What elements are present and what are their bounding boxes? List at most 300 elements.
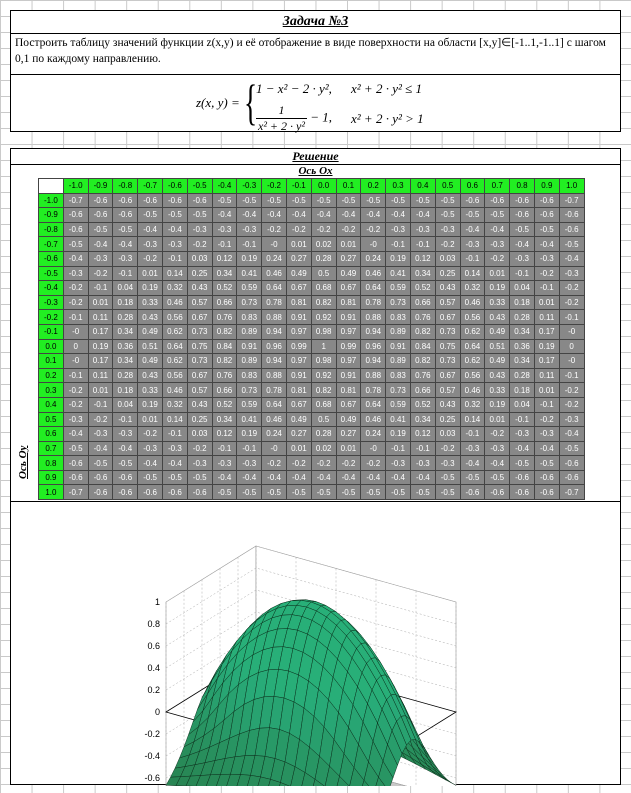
value-cell[interactable]: 0.78 — [361, 383, 386, 398]
value-cell[interactable]: 0.41 — [386, 412, 411, 427]
value-cell[interactable]: 0.68 — [311, 397, 336, 412]
value-cell[interactable]: 0.83 — [386, 310, 411, 325]
value-cell[interactable]: -0.1 — [386, 441, 411, 456]
value-cell[interactable]: 0.94 — [262, 354, 287, 369]
value-cell[interactable]: -0.4 — [162, 222, 187, 237]
value-cell[interactable]: 0.34 — [410, 266, 435, 281]
value-cell[interactable]: -0.3 — [510, 251, 535, 266]
value-cell[interactable]: 0.19 — [485, 397, 510, 412]
value-cell[interactable]: -0 — [361, 237, 386, 252]
value-cell[interactable]: -0.4 — [88, 237, 113, 252]
value-cell[interactable]: -0.6 — [460, 193, 485, 208]
value-cell[interactable]: 0.01 — [534, 383, 559, 398]
value-cell[interactable]: -0.5 — [286, 485, 311, 500]
value-cell[interactable]: 0 — [63, 339, 88, 354]
value-cell[interactable]: 0.43 — [187, 281, 212, 296]
value-cell[interactable]: 0.82 — [311, 295, 336, 310]
value-cell[interactable]: 0.67 — [286, 281, 311, 296]
value-cell[interactable]: 0.01 — [286, 441, 311, 456]
value-cell[interactable]: -0.3 — [435, 222, 460, 237]
value-cell[interactable]: 0.83 — [237, 368, 262, 383]
value-cell[interactable]: 0.73 — [187, 354, 212, 369]
value-cell[interactable]: -0.3 — [187, 222, 212, 237]
value-cell[interactable]: 0.97 — [286, 354, 311, 369]
value-cell[interactable]: -0.2 — [286, 222, 311, 237]
value-cell[interactable]: 0.28 — [311, 427, 336, 442]
value-cell[interactable]: 0.76 — [410, 368, 435, 383]
value-cell[interactable]: 0.83 — [386, 368, 411, 383]
value-cell[interactable]: 0.94 — [361, 354, 386, 369]
value-cell[interactable]: -0.3 — [435, 456, 460, 471]
value-cell[interactable]: -0.7 — [559, 193, 584, 208]
value-cell[interactable]: 0.14 — [162, 266, 187, 281]
value-cell[interactable]: -0.3 — [460, 441, 485, 456]
value-cell[interactable]: -0.5 — [212, 193, 237, 208]
value-cell[interactable]: -0.5 — [336, 485, 361, 500]
value-cell[interactable]: -0.5 — [88, 456, 113, 471]
value-cell[interactable]: -0.4 — [485, 222, 510, 237]
value-cell[interactable]: -0.5 — [559, 237, 584, 252]
value-cell[interactable]: 0.78 — [262, 383, 287, 398]
value-cell[interactable]: 0.32 — [162, 397, 187, 412]
value-cell[interactable]: 0.73 — [237, 383, 262, 398]
value-cell[interactable]: -0.6 — [534, 193, 559, 208]
value-cell[interactable]: 0.27 — [286, 427, 311, 442]
value-cell[interactable]: 0.96 — [361, 339, 386, 354]
value-cell[interactable]: -0.5 — [286, 193, 311, 208]
value-cell[interactable]: -0.4 — [410, 208, 435, 223]
value-cell[interactable]: 0.01 — [485, 412, 510, 427]
value-cell[interactable]: -0.2 — [361, 222, 386, 237]
value-cell[interactable]: -0.4 — [286, 208, 311, 223]
value-cell[interactable]: -0.6 — [534, 208, 559, 223]
value-cell[interactable]: 0.92 — [311, 310, 336, 325]
value-cell[interactable]: 0.46 — [460, 295, 485, 310]
value-cell[interactable]: -0.4 — [138, 456, 163, 471]
value-cell[interactable]: 0.43 — [485, 368, 510, 383]
value-cell[interactable]: 0.67 — [336, 281, 361, 296]
value-cell[interactable]: 0.73 — [435, 354, 460, 369]
value-cell[interactable]: -0.5 — [559, 441, 584, 456]
value-cell[interactable]: 0.57 — [187, 383, 212, 398]
value-cell[interactable]: -0.6 — [187, 485, 212, 500]
value-cell[interactable]: -0.2 — [534, 412, 559, 427]
value-cell[interactable]: -0.5 — [237, 485, 262, 500]
value-cell[interactable]: -0.3 — [534, 427, 559, 442]
value-cell[interactable]: 0.01 — [88, 383, 113, 398]
value-cell[interactable]: -0.5 — [435, 193, 460, 208]
value-cell[interactable]: -0.5 — [212, 485, 237, 500]
value-cell[interactable]: 0.17 — [534, 324, 559, 339]
value-cell[interactable]: -0.7 — [63, 485, 88, 500]
value-cell[interactable]: -0.1 — [63, 310, 88, 325]
value-cell[interactable]: 0.51 — [485, 339, 510, 354]
value-cell[interactable]: 0.49 — [485, 354, 510, 369]
value-cell[interactable]: -0.5 — [311, 193, 336, 208]
value-cell[interactable]: -0.4 — [63, 427, 88, 442]
value-cell[interactable]: 0.17 — [88, 354, 113, 369]
value-cell[interactable]: 0.46 — [361, 266, 386, 281]
value-cell[interactable]: -0.5 — [361, 485, 386, 500]
value-cell[interactable]: -0.3 — [534, 251, 559, 266]
value-cell[interactable]: 0.34 — [510, 324, 535, 339]
value-cell[interactable]: 0.64 — [262, 281, 287, 296]
value-cell[interactable]: 0.33 — [485, 295, 510, 310]
value-cell[interactable]: -0.1 — [386, 237, 411, 252]
value-cell[interactable]: 0.24 — [262, 427, 287, 442]
value-cell[interactable]: 0.12 — [212, 427, 237, 442]
value-cell[interactable]: -0.3 — [410, 456, 435, 471]
value-cell[interactable]: -0.6 — [63, 208, 88, 223]
value-cell[interactable]: 0.97 — [286, 324, 311, 339]
value-cell[interactable]: -0.4 — [559, 251, 584, 266]
value-cell[interactable]: -0.5 — [460, 208, 485, 223]
value-cell[interactable]: 0.43 — [187, 397, 212, 412]
value-cell[interactable]: -0.4 — [237, 470, 262, 485]
value-cell[interactable]: -0.1 — [460, 427, 485, 442]
value-cell[interactable]: -0.3 — [162, 441, 187, 456]
value-cell[interactable]: -0.6 — [113, 470, 138, 485]
value-cell[interactable]: -0.5 — [138, 208, 163, 223]
value-cell[interactable]: -0.4 — [237, 208, 262, 223]
value-cell[interactable]: 0.78 — [361, 295, 386, 310]
value-cell[interactable]: 0.5 — [311, 412, 336, 427]
value-cell[interactable]: 0.56 — [460, 368, 485, 383]
value-cell[interactable]: -0.2 — [361, 456, 386, 471]
value-cell[interactable]: -0.6 — [559, 208, 584, 223]
value-cell[interactable]: 0.14 — [162, 412, 187, 427]
value-cell[interactable]: 0.73 — [237, 295, 262, 310]
value-cell[interactable]: 0.04 — [113, 281, 138, 296]
value-cell[interactable]: -0.3 — [386, 222, 411, 237]
value-cell[interactable]: -0.3 — [510, 427, 535, 442]
value-cell[interactable]: -0.6 — [113, 193, 138, 208]
value-cell[interactable]: -0.2 — [187, 237, 212, 252]
value-cell[interactable]: -0.2 — [187, 441, 212, 456]
value-cell[interactable]: 0.81 — [286, 295, 311, 310]
value-cell[interactable]: 0.81 — [286, 383, 311, 398]
value-cell[interactable]: 0.66 — [212, 383, 237, 398]
value-cell[interactable]: -0.6 — [88, 193, 113, 208]
value-cell[interactable]: 0.28 — [113, 310, 138, 325]
value-cell[interactable]: 0.73 — [187, 324, 212, 339]
value-cell[interactable]: -0.1 — [237, 441, 262, 456]
value-cell[interactable]: -0.6 — [534, 485, 559, 500]
value-cell[interactable]: -0.2 — [63, 383, 88, 398]
value-cell[interactable]: -0.2 — [88, 266, 113, 281]
value-cell[interactable]: -0.5 — [237, 193, 262, 208]
value-cell[interactable]: -0.4 — [262, 208, 287, 223]
value-cell[interactable]: -0.1 — [162, 427, 187, 442]
value-cell[interactable]: -0.6 — [485, 193, 510, 208]
value-cell[interactable]: -0.1 — [510, 412, 535, 427]
value-cell[interactable]: -0.2 — [559, 397, 584, 412]
value-cell[interactable]: 0.03 — [435, 427, 460, 442]
value-cell[interactable]: -0.5 — [113, 222, 138, 237]
value-cell[interactable]: 0.52 — [212, 397, 237, 412]
value-cell[interactable]: 0.83 — [237, 310, 262, 325]
value-cell[interactable]: -0.3 — [138, 237, 163, 252]
value-cell[interactable]: 0.19 — [386, 427, 411, 442]
value-cell[interactable]: 0.19 — [485, 281, 510, 296]
value-cell[interactable]: -0.5 — [361, 193, 386, 208]
value-cell[interactable]: -0.6 — [88, 485, 113, 500]
value-cell[interactable]: 0.49 — [336, 266, 361, 281]
value-cell[interactable]: 0.94 — [361, 324, 386, 339]
value-cell[interactable]: 0.67 — [435, 310, 460, 325]
value-cell[interactable]: -0.5 — [262, 193, 287, 208]
value-cell[interactable]: 0.01 — [286, 237, 311, 252]
value-cell[interactable]: -0.5 — [460, 470, 485, 485]
value-cell[interactable]: -0.1 — [212, 237, 237, 252]
value-cell[interactable]: -0.4 — [460, 222, 485, 237]
value-cell[interactable]: -0.5 — [410, 485, 435, 500]
value-cell[interactable]: -0.4 — [361, 208, 386, 223]
value-cell[interactable]: 0.88 — [262, 368, 287, 383]
value-cell[interactable]: -0.5 — [88, 222, 113, 237]
value-cell[interactable]: 0.02 — [311, 441, 336, 456]
value-cell[interactable]: 0.14 — [460, 412, 485, 427]
value-cell[interactable]: 0.67 — [187, 310, 212, 325]
value-cell[interactable]: 0.34 — [212, 266, 237, 281]
value-cell[interactable]: 0.91 — [286, 310, 311, 325]
value-cell[interactable]: -0.5 — [162, 470, 187, 485]
value-cell[interactable]: 0.01 — [336, 441, 361, 456]
value-cell[interactable]: -0.5 — [162, 208, 187, 223]
value-cell[interactable]: -0.5 — [410, 193, 435, 208]
value-cell[interactable]: -0.4 — [113, 441, 138, 456]
value-cell[interactable]: 0.43 — [435, 281, 460, 296]
value-cell[interactable]: 0.19 — [386, 251, 411, 266]
value-cell[interactable]: -0 — [63, 354, 88, 369]
value-cell[interactable]: -0.3 — [113, 251, 138, 266]
value-cell[interactable]: -0.6 — [534, 470, 559, 485]
value-cell[interactable]: 0.25 — [435, 412, 460, 427]
value-cell[interactable]: 0.41 — [237, 266, 262, 281]
value-cell[interactable]: 0.12 — [410, 251, 435, 266]
value-cell[interactable]: 0.94 — [262, 324, 287, 339]
value-cell[interactable]: 0.82 — [212, 354, 237, 369]
value-cell[interactable]: 0.89 — [386, 354, 411, 369]
value-cell[interactable]: -0.6 — [559, 456, 584, 471]
value-cell[interactable]: 0.56 — [162, 368, 187, 383]
value-cell[interactable]: 0.28 — [510, 310, 535, 325]
value-cell[interactable]: 0 — [559, 339, 584, 354]
value-cell[interactable]: 0.49 — [286, 266, 311, 281]
value-cell[interactable]: 0.64 — [361, 281, 386, 296]
value-cell[interactable]: -0.6 — [88, 470, 113, 485]
value-cell[interactable]: 0.66 — [212, 295, 237, 310]
value-cell[interactable]: -0.6 — [113, 485, 138, 500]
value-cell[interactable]: 0.66 — [410, 295, 435, 310]
value-cell[interactable]: -0.5 — [336, 193, 361, 208]
value-cell[interactable]: -0.5 — [485, 208, 510, 223]
value-cell[interactable]: -0.4 — [286, 470, 311, 485]
value-cell[interactable]: 0.43 — [485, 310, 510, 325]
value-cell[interactable]: -0.3 — [187, 456, 212, 471]
value-cell[interactable]: 0.11 — [88, 368, 113, 383]
value-cell[interactable]: 0.49 — [336, 412, 361, 427]
value-cell[interactable]: 0.68 — [311, 281, 336, 296]
value-cell[interactable]: -0.4 — [460, 456, 485, 471]
value-cell[interactable]: -0 — [63, 324, 88, 339]
value-cell[interactable]: 0.18 — [113, 295, 138, 310]
value-cell[interactable]: 0.34 — [212, 412, 237, 427]
value-cell[interactable]: 0.11 — [534, 368, 559, 383]
value-cell[interactable]: -0.2 — [88, 412, 113, 427]
value-cell[interactable]: 0.32 — [460, 281, 485, 296]
value-cell[interactable]: -0.4 — [485, 456, 510, 471]
value-cell[interactable]: 0.28 — [113, 368, 138, 383]
value-cell[interactable]: -0.2 — [311, 222, 336, 237]
value-cell[interactable]: -0.6 — [138, 193, 163, 208]
value-cell[interactable]: 0.32 — [162, 281, 187, 296]
value-cell[interactable]: 0.25 — [435, 266, 460, 281]
value-cell[interactable]: 0.89 — [386, 324, 411, 339]
value-cell[interactable]: -0.4 — [311, 470, 336, 485]
value-cell[interactable]: -0.1 — [113, 412, 138, 427]
value-cell[interactable]: 0.17 — [534, 354, 559, 369]
value-cell[interactable]: -0.4 — [410, 470, 435, 485]
value-cell[interactable]: 0.89 — [237, 324, 262, 339]
value-cell[interactable]: 0.01 — [485, 266, 510, 281]
value-cell[interactable]: 0.19 — [138, 281, 163, 296]
value-cell[interactable]: 0.03 — [187, 427, 212, 442]
value-cell[interactable]: -0.4 — [386, 208, 411, 223]
value-cell[interactable]: 0.56 — [162, 310, 187, 325]
value-cell[interactable]: -0.4 — [336, 470, 361, 485]
value-cell[interactable]: 0.62 — [460, 354, 485, 369]
value-cell[interactable]: -0.5 — [534, 456, 559, 471]
value-cell[interactable]: -0.2 — [286, 456, 311, 471]
value-cell[interactable]: -0.4 — [386, 470, 411, 485]
value-cell[interactable]: 0.46 — [262, 266, 287, 281]
value-cell[interactable]: -0.2 — [435, 237, 460, 252]
value-cell[interactable]: 0.46 — [361, 412, 386, 427]
value-cell[interactable]: -0.6 — [138, 485, 163, 500]
value-cell[interactable]: -0.5 — [138, 470, 163, 485]
value-cell[interactable]: 0.52 — [410, 281, 435, 296]
value-cell[interactable]: -0.6 — [88, 208, 113, 223]
value-cell[interactable]: 0.73 — [386, 295, 411, 310]
value-cell[interactable]: 0.01 — [336, 237, 361, 252]
value-cell[interactable]: 0.62 — [460, 324, 485, 339]
value-cell[interactable]: 0.91 — [386, 339, 411, 354]
value-cell[interactable]: 0.12 — [212, 251, 237, 266]
value-cell[interactable]: -0.3 — [485, 237, 510, 252]
value-cell[interactable]: -0.2 — [559, 281, 584, 296]
value-cell[interactable]: -0.6 — [510, 470, 535, 485]
value-cell[interactable]: -0.1 — [63, 368, 88, 383]
value-cell[interactable]: 0.03 — [435, 251, 460, 266]
value-cell[interactable]: -0.2 — [559, 295, 584, 310]
value-cell[interactable]: -0.5 — [435, 208, 460, 223]
value-cell[interactable]: 0.24 — [262, 251, 287, 266]
value-cell[interactable]: -0.3 — [237, 456, 262, 471]
value-cell[interactable]: 0.99 — [286, 339, 311, 354]
value-cell[interactable]: 0.12 — [410, 427, 435, 442]
value-cell[interactable]: -0.6 — [187, 193, 212, 208]
value-cell[interactable]: 0.32 — [460, 397, 485, 412]
value-cell[interactable]: -0.4 — [534, 441, 559, 456]
value-cell[interactable]: 0.34 — [113, 324, 138, 339]
value-cell[interactable]: 0.46 — [460, 383, 485, 398]
value-cell[interactable]: -0.5 — [435, 470, 460, 485]
value-cell[interactable]: 0.67 — [286, 397, 311, 412]
value-cell[interactable]: 0.04 — [510, 281, 535, 296]
value-cell[interactable]: 0.18 — [113, 383, 138, 398]
value-cell[interactable]: -0.6 — [510, 193, 535, 208]
value-cell[interactable]: -0.2 — [336, 456, 361, 471]
value-cell[interactable]: 0.33 — [138, 295, 163, 310]
value-cell[interactable]: 0.49 — [485, 324, 510, 339]
value-cell[interactable]: 0.52 — [410, 397, 435, 412]
value-cell[interactable]: 0.84 — [212, 339, 237, 354]
value-cell[interactable]: -0.5 — [386, 193, 411, 208]
value-cell[interactable]: -0.1 — [534, 397, 559, 412]
value-cell[interactable]: 0.92 — [311, 368, 336, 383]
value-cell[interactable]: -0.3 — [386, 456, 411, 471]
value-cell[interactable]: 0.57 — [435, 295, 460, 310]
value-cell[interactable]: 0.99 — [336, 339, 361, 354]
value-cell[interactable]: 0.73 — [386, 383, 411, 398]
value-cell[interactable]: -0.5 — [386, 485, 411, 500]
value-cell[interactable]: 0.57 — [435, 383, 460, 398]
value-cell[interactable]: 0.19 — [534, 339, 559, 354]
value-cell[interactable]: 0.73 — [435, 324, 460, 339]
value-cell[interactable]: 0.11 — [88, 310, 113, 325]
value-cell[interactable]: 0.75 — [435, 339, 460, 354]
value-cell[interactable]: -0.4 — [212, 208, 237, 223]
value-cell[interactable]: -0.4 — [212, 470, 237, 485]
value-cell[interactable]: 0.98 — [311, 324, 336, 339]
value-cell[interactable]: 0.11 — [534, 310, 559, 325]
value-cell[interactable]: 0.62 — [162, 324, 187, 339]
value-cell[interactable]: -0.4 — [63, 251, 88, 266]
value-cell[interactable]: -0 — [262, 441, 287, 456]
value-cell[interactable]: 0.98 — [311, 354, 336, 369]
value-cell[interactable]: -0.2 — [138, 427, 163, 442]
value-cell[interactable]: -0.4 — [534, 237, 559, 252]
value-cell[interactable]: 0.46 — [162, 295, 187, 310]
value-cell[interactable]: 0.91 — [336, 368, 361, 383]
value-cell[interactable]: -0.1 — [410, 237, 435, 252]
value-cell[interactable]: -0.3 — [559, 266, 584, 281]
value-cell[interactable]: -0.6 — [460, 485, 485, 500]
value-cell[interactable]: -0.1 — [88, 281, 113, 296]
value-cell[interactable]: 0.03 — [187, 251, 212, 266]
value-cell[interactable]: -0.3 — [559, 412, 584, 427]
value-cell[interactable]: 0.18 — [510, 295, 535, 310]
value-cell[interactable]: -0.4 — [361, 470, 386, 485]
value-cell[interactable]: -0.5 — [187, 208, 212, 223]
value-cell[interactable]: 0.64 — [262, 397, 287, 412]
value-cell[interactable]: -0.6 — [63, 222, 88, 237]
value-cell[interactable]: 0.89 — [237, 354, 262, 369]
value-cell[interactable]: -0.1 — [410, 441, 435, 456]
value-cell[interactable]: 0.91 — [237, 339, 262, 354]
value-cell[interactable]: -0.2 — [435, 441, 460, 456]
value-cell[interactable]: -0.4 — [262, 470, 287, 485]
value-cell[interactable]: -0.3 — [460, 237, 485, 252]
value-cell[interactable]: -0 — [559, 324, 584, 339]
value-cell[interactable]: 0.82 — [212, 324, 237, 339]
value-cell[interactable]: -0.2 — [311, 456, 336, 471]
value-cell[interactable]: 0.76 — [212, 368, 237, 383]
value-cell[interactable]: 0.27 — [336, 251, 361, 266]
value-cell[interactable]: 0.97 — [336, 324, 361, 339]
value-cell[interactable]: 0.76 — [212, 310, 237, 325]
